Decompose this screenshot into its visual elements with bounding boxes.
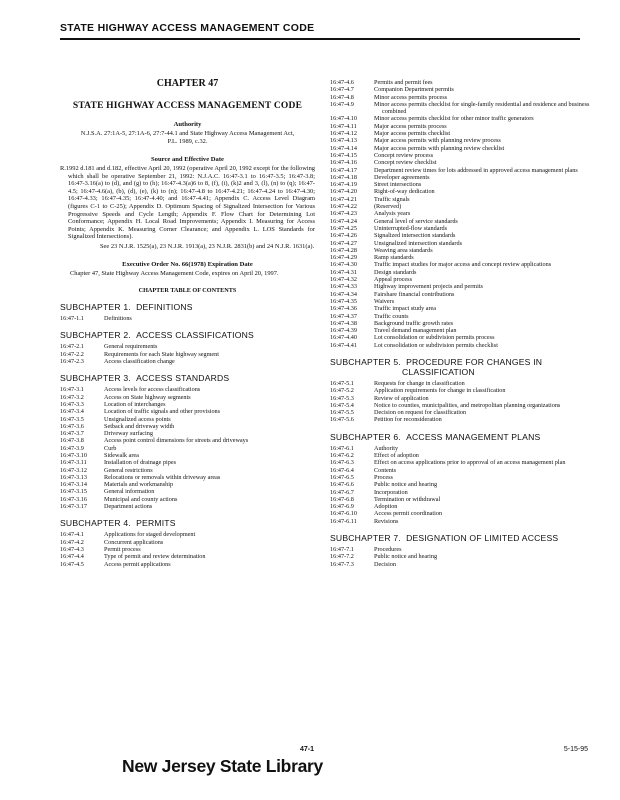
section-title: Street intersections [374,181,422,189]
section-title: Concept review process [374,151,434,159]
toc-entry [330,459,592,466]
toc-entry [330,380,592,387]
section-title: Access on State highway segments [104,393,191,401]
section-title: Applications for staged development [104,531,196,539]
section-number: 16:47-4.1 [60,531,84,539]
section-number: 16:47-4.21 [330,195,357,203]
section-number: 16:47-3.2 [60,393,84,401]
toc-entry [330,196,592,203]
section-title: Requests for change in classification [374,379,465,387]
toc-entry [330,210,592,217]
toc-entry [330,232,592,239]
subchapter-label: SUBCHAPTER 7. [330,533,401,544]
section-title: Access permit applications [104,560,171,568]
section-title: Permits and permit fees [374,79,433,86]
section-number: 16:47-4.5 [60,560,84,568]
toc-entry [330,188,592,195]
section-title: Decision on request for classification [374,409,467,417]
toc-entry [330,327,592,334]
section-number: 16:47-3.17 [60,503,87,511]
section-title: Traffic counts [374,312,409,320]
section-number: 16:47-4.32 [330,276,357,284]
section-number: 16:47-6.5 [330,473,354,481]
section-number: 16:47-6.9 [330,503,354,511]
section-number: 16:47-4.14 [330,144,357,152]
toc-entry [330,510,592,517]
section-title: Traffic impact studies for major access and concept review applications [374,261,552,269]
section-title: Effect of adoption [374,452,419,460]
section-title: Minor access permits process [374,93,448,101]
subchapter-label: SUBCHAPTER 5. [330,356,401,367]
section-number: 16:47-4.17 [330,166,357,174]
section-number: 16:47-4.23 [330,210,357,218]
section-title: Weaving area standards [374,246,433,254]
toc-entry [330,137,592,144]
section-title: Procedures [374,546,402,554]
toc-entry [60,546,315,553]
toc-entry [330,247,592,254]
section-number: 16:47-3.4 [60,408,84,416]
section-title: Contents [374,466,397,474]
toc-entry [330,269,592,276]
section-number: 16:47-5.2 [330,387,354,395]
section-number: 16:47-3.3 [60,400,84,408]
subchapter-heading [330,432,592,442]
section-title: Ramp standards [374,254,414,262]
toc-entry [330,553,592,560]
section-number: 16:47-4.20 [330,188,357,196]
section-number: 16:47-7.1 [330,546,354,554]
toc-entry [60,539,315,546]
section-title: Developer agreements [374,173,430,181]
section-number: 16:47-4.9 [330,100,354,108]
subchapter-label: SUBCHAPTER 1. [60,302,131,313]
section-number: 16:47-3.14 [60,481,87,489]
library-stamp: New Jersey State Library [122,756,323,776]
section-number: 16:47-5.1 [330,379,354,387]
executive-order-text: Chapter 47, State Highway Access Management Code, expires on April 20, 1997. [70,269,279,277]
section-title: Installation of drainage pipes [104,459,176,467]
section-number: 16:47-6.11 [330,517,357,525]
subchapter-heading [60,518,315,528]
section-number: 16:47-6.2 [330,452,354,460]
toc-entry [60,358,315,365]
toc-entry [330,445,592,452]
toc-entry [330,387,592,394]
section-number: 16:47-1.1 [60,315,84,323]
running-header: STATE HIGHWAY ACCESS MANAGEMENT CODE [60,22,580,40]
toc-entry [330,94,592,101]
section-number: 16:47-4.16 [330,159,357,167]
subchapter-name: DEFINITIONS [136,302,193,313]
section-title: Process [374,473,393,481]
section-number: 16:47-6.7 [330,488,354,496]
toc-entry [330,123,592,130]
toc-entry [330,342,592,349]
section-title: Public notice and hearing [374,481,438,489]
section-number: 16:47-4.36 [330,305,357,313]
section-number: 16:47-4.33 [330,283,357,291]
subchapter-heading [60,302,315,312]
section-title: Unsignalized access points [104,415,171,423]
section-title: Companion Department permits [374,86,454,94]
section-number: 16:47-3.10 [60,451,87,459]
toc-entry [330,115,592,122]
toc-entry [60,423,315,430]
section-title: Travel demand management plan [374,327,457,335]
section-number: 16:47-4.4 [60,553,84,561]
section-number: 16:47-4.30 [330,261,357,269]
section-title: Application requirements for change in classification [374,387,506,395]
section-title: Setback and driveway width [104,422,175,430]
section-number: 16:47-4.22 [330,203,357,211]
section-number: 16:47-4.34 [330,290,357,298]
section-title: Traffic signals [374,195,410,203]
toc-entry [60,394,315,401]
subchapter-label: SUBCHAPTER 2. [60,330,131,341]
toc-heading: CHAPTER TABLE OF CONTENTS [138,287,237,295]
toc-entry [330,416,592,423]
section-title: Definitions [104,315,132,323]
toc-entry [330,261,592,268]
toc-entry [330,313,592,320]
section-number: 16:47-6.4 [330,466,354,474]
section-number: 16:47-4.26 [330,232,357,240]
toc-entry [330,546,592,553]
toc-entry [330,402,592,409]
toc-entry [330,518,592,525]
toc-entry [330,561,592,568]
toc-entry [330,101,592,116]
section-number: 16:47-4.11 [330,122,357,130]
subchapter-name: DESIGNATION OF LIMITED ACCESS [406,533,559,544]
section-number: 16:47-4.35 [330,297,357,305]
supplement-date: 5-15-95 [563,746,588,753]
section-title: Permit process [104,545,141,553]
subchapter-name: PROCEDURE FOR CHANGES IN [406,356,543,367]
section-title: Location of interchanges [104,400,166,408]
section-title: Fairshare financial contributions [374,290,455,298]
toc-entry [330,130,592,137]
section-title: Highway improvement projects and permits [374,283,483,291]
section-number: 16:47-4.40 [330,334,357,342]
section-number: 16:47-4.7 [330,86,354,94]
section-title: General requirements [104,343,158,351]
toc-entry [60,315,315,322]
section-title: Right-of-way dedication [374,188,435,196]
source-text: R.1992 d.181 and d.182, effective April 20, 1992 (operative April 20, 1992 except for the following which shall be operative September 21, 1992: N.J.A.C. 16:47-3.1 to 16:47-3.5; 16:47-3.8; 16:47-3.16(a) to (d), and (g) to (h); 16:47-4.3(a)6 to 8, (f), (i), (k)2 and 3, (l), (n) to (q); 16:47-4.5; 16:47-4.6(a), (b), (d), (e), (k) to (n); 16:47-4.8 to 16:47-4.21; 16:47-4.24 to 16:47-4.30; 16:47-4.33; 16:47-4.35; 16:47-4.40; and 16:47-4.41; Appendix C. Access Level Diagram (figures C-1 to C-25); Appendix D. Optimum Spacing of Signalized Intersection for Various Progressive Speeds and Cycle Length; Appendix F. Flow Chart for Determining Lot Conformance; Appendix H. Local Road Improvements; Appendix I. Measuring for Access Points; Appendix K. Measuring Corner Clearance; and Appendix L. LOS Standards for Signalized Intersections). [60,165,315,241]
section-title: Analysis years [374,210,411,218]
section-number: 16:47-3.12 [60,466,87,474]
toc-entry [60,401,315,408]
section-number: 16:47-4.18 [330,173,357,181]
toc-right-subchapters [330,357,592,568]
chapter-number: CHAPTER 47 [156,78,219,89]
section-number: 16:47-4.28 [330,246,357,254]
section-title: Minor access permits checklist for single-family residential and residence and business combined [374,100,590,116]
executive-order-heading: Executive Order No. 66(1978) Expiration Date [122,260,253,268]
section-number: 16:47-2.3 [60,358,84,366]
toc-entry [330,167,592,174]
section-title: Revisions [374,517,399,525]
section-title: (Reserved) [374,203,402,211]
section-title: Major access permits with planning review checklist [374,144,505,152]
section-title: Termination or withdrawal [374,495,441,503]
section-number: 16:47-4.12 [330,130,357,138]
toc-entry [60,481,315,488]
section-title: Effect on access applications prior to approval of an access management plan [374,459,566,467]
section-number: 16:47-6.10 [330,510,357,518]
authority-heading: Authority [173,121,202,128]
right-column [330,79,592,568]
toc-entry [60,488,315,495]
toc-entry [60,474,315,481]
section-number: 16:47-4.25 [330,224,357,232]
authority-text: N.J.S.A. 27:1A-5, 27:1A-6, 27:7-44.1 and State Highway Access Management Act, P.L. 1989, c.32. [80,130,295,145]
section-title: Major access permits with planning review process [374,137,501,145]
section-number: 16:47-4.37 [330,312,357,320]
toc-entry [60,445,315,452]
section-number: 16:47-6.3 [330,459,354,467]
toc-entry [330,218,592,225]
section-number: 16:47-4.13 [330,137,357,145]
toc-entry [330,503,592,510]
section-title: Access permit coordination [374,510,443,518]
section-title: Driveway surfacing [104,430,153,438]
toc-entry [60,351,315,358]
section-number: 16:47-2.2 [60,350,84,358]
section-title: Major access permits checklist [374,130,451,138]
toc-entry [330,240,592,247]
toc-entry [330,276,592,283]
page-number: 47-1 [300,746,315,753]
section-number: 16:47-4.29 [330,254,357,262]
subchapter-name: PERMITS [136,518,176,529]
section-number: 16:47-4.19 [330,181,357,189]
section-title: Minor access permits checklist for other minor traffic generators [374,115,534,123]
section-title: Review of application [374,394,429,402]
subchapter-heading [60,330,315,340]
toc-entry [330,291,592,298]
subchapter-name: ACCESS STANDARDS [136,373,230,384]
toc-entry [60,496,315,503]
section-title: Major access permits process [374,122,447,130]
section-title: Location of traffic signals and other provisions [104,408,221,416]
section-title: Department review times for lots addressed in approved access management plans [374,166,578,174]
subchapter-name: ACCESS CLASSIFICATIONS [136,330,254,341]
subchapter-heading [330,357,592,377]
see-text: See 23 N.J.R. 1525(a), 23 N.J.R. 1913(a), 23 N.J.R. 2831(b) and 24 N.J.R. 1631(a). [100,242,315,250]
section-number: 16:47-4.24 [330,217,357,225]
section-number: 16:47-3.8 [60,437,84,445]
section-number: 16:47-3.13 [60,473,87,481]
section-title: Adoption [374,503,398,511]
subchapter-name-continued: CLASSIFICATION [402,366,475,377]
toc-entry [330,467,592,474]
left-column [60,62,315,568]
toc-entry [330,409,592,416]
toc-entry [330,79,592,86]
toc-left-subchapters [60,302,315,568]
section-title: General restrictions [104,466,153,474]
section-number: 16:47-3.15 [60,488,87,496]
section-title: Requirements for each State highway segment [104,350,219,358]
section-number: 16:47-5.5 [330,409,354,417]
toc-entry [330,481,592,488]
section-title: Incorporation [374,488,408,496]
section-title: Unsignalized intersection standards [374,239,462,247]
section-number: 16:47-4.2 [60,538,84,546]
toc-entry [60,459,315,466]
section-title: Appeal process [374,276,412,284]
section-number: 16:47-3.5 [60,415,84,423]
toc-entry [330,395,592,402]
chapter-title: STATE HIGHWAY ACCESS MANAGEMENT CODE [72,101,303,111]
section-title: Concurrent applications [104,538,164,546]
toc-entry [330,203,592,210]
subchapter-heading [60,373,315,383]
section-number: 16:47-3.7 [60,430,84,438]
section-title: General level of service standards [374,217,458,225]
toc-entry [330,225,592,232]
toc-entry [60,408,315,415]
section-title: Notice to counties, municipalities, and metropolitan planning organizations [374,401,561,409]
toc-entry [60,531,315,538]
section-number: 16:47-5.6 [330,416,354,424]
section-number: 16:47-3.1 [60,386,84,394]
toc-entry [330,496,592,503]
section-number: 16:47-4.15 [330,151,357,159]
section-title: Curb [104,444,117,452]
subchapter-heading [330,533,592,543]
section-title: Lot consolidation or subdivision permits process [374,334,495,342]
toc-entry [60,437,315,444]
section-title: Lot consolidation or subdivision permits checklist [374,341,498,349]
section-title: Materials and workmanship [104,481,174,489]
section-title: Public notice and hearing [374,553,438,561]
toc-entry [60,386,315,393]
section-number: 16:47-3.16 [60,495,87,503]
toc-entry [330,474,592,481]
section-title: Municipal and county actions [104,495,178,503]
toc-subchapter-4-continued [330,79,592,349]
toc-entry [330,174,592,181]
section-title: Waivers [374,297,395,305]
toc-entry [60,416,315,423]
section-number: 16:47-4.8 [330,93,354,101]
toc-entry [60,430,315,437]
toc-entry [330,145,592,152]
toc-entry [330,452,592,459]
section-title: Uninterrupted-flow standards [374,224,448,232]
section-number: 16:47-4.38 [330,319,357,327]
section-title: Access classification change [104,358,175,366]
section-number: 16:47-4.31 [330,268,357,276]
toc-entry [330,181,592,188]
section-number: 16:47-5.4 [330,401,354,409]
section-number: 16:47-3.9 [60,444,84,452]
section-number: 16:47-7.2 [330,553,354,561]
section-title: Decision [374,560,396,568]
section-number: 16:47-5.3 [330,394,354,402]
toc-entry [330,298,592,305]
section-number: 16:47-7.3 [330,560,354,568]
section-number: 16:47-3.11 [60,459,87,467]
section-number: 16:47-3.6 [60,422,84,430]
toc-entry [60,343,315,350]
section-number: 16:47-6.6 [330,481,354,489]
toc-entry [60,561,315,568]
section-number: 16:47-2.1 [60,343,84,351]
section-number: 16:47-4.27 [330,239,357,247]
section-title: Type of permit and review determination [104,553,206,561]
section-title: Traffic impact study area [374,305,437,313]
section-title: General information [104,488,155,496]
source-heading: Source and Effective Date [151,156,224,163]
toc-entry [330,334,592,341]
toc-entry [330,254,592,261]
toc-entry [60,467,315,474]
toc-entry [60,553,315,560]
toc-entry [330,283,592,290]
section-title: Access point control dimensions for streets and driveways [104,437,249,445]
toc-entry [330,159,592,166]
subchapter-name: ACCESS MANAGEMENT PLANS [406,431,541,442]
section-number: 16:47-4.3 [60,545,84,553]
toc-entry [330,86,592,93]
toc-entry [330,320,592,327]
toc-entry [60,503,315,510]
toc-entry [330,489,592,496]
section-number: 16:47-6.1 [330,444,354,452]
section-title: Design standards [374,268,417,276]
subchapter-label: SUBCHAPTER 4. [60,518,131,529]
section-title: Signalized intersection standards [374,232,456,240]
subchapter-label: SUBCHAPTER 3. [60,373,131,384]
section-number: 16:47-6.8 [330,495,354,503]
section-title: Authority [374,444,399,452]
section-title: Access levels for access classifications [104,386,201,394]
section-number: 16:47-4.41 [330,341,357,349]
section-title: Relocations or removals within driveway areas [104,473,221,481]
section-title: Petition for reconsideration [374,416,442,424]
section-number: 16:47-4.6 [330,79,354,86]
section-number: 16:47-4.39 [330,327,357,335]
subchapter-label: SUBCHAPTER 6. [330,431,401,442]
toc-entry [330,152,592,159]
section-title: Concept review checklist [374,159,437,167]
section-title: Department actions [104,503,153,511]
section-title: Sidewalk area [104,451,139,459]
toc-entry [330,305,592,312]
section-number: 16:47-4.10 [330,115,357,123]
section-title: Background traffic growth rates [374,319,454,327]
toc-entry [60,452,315,459]
